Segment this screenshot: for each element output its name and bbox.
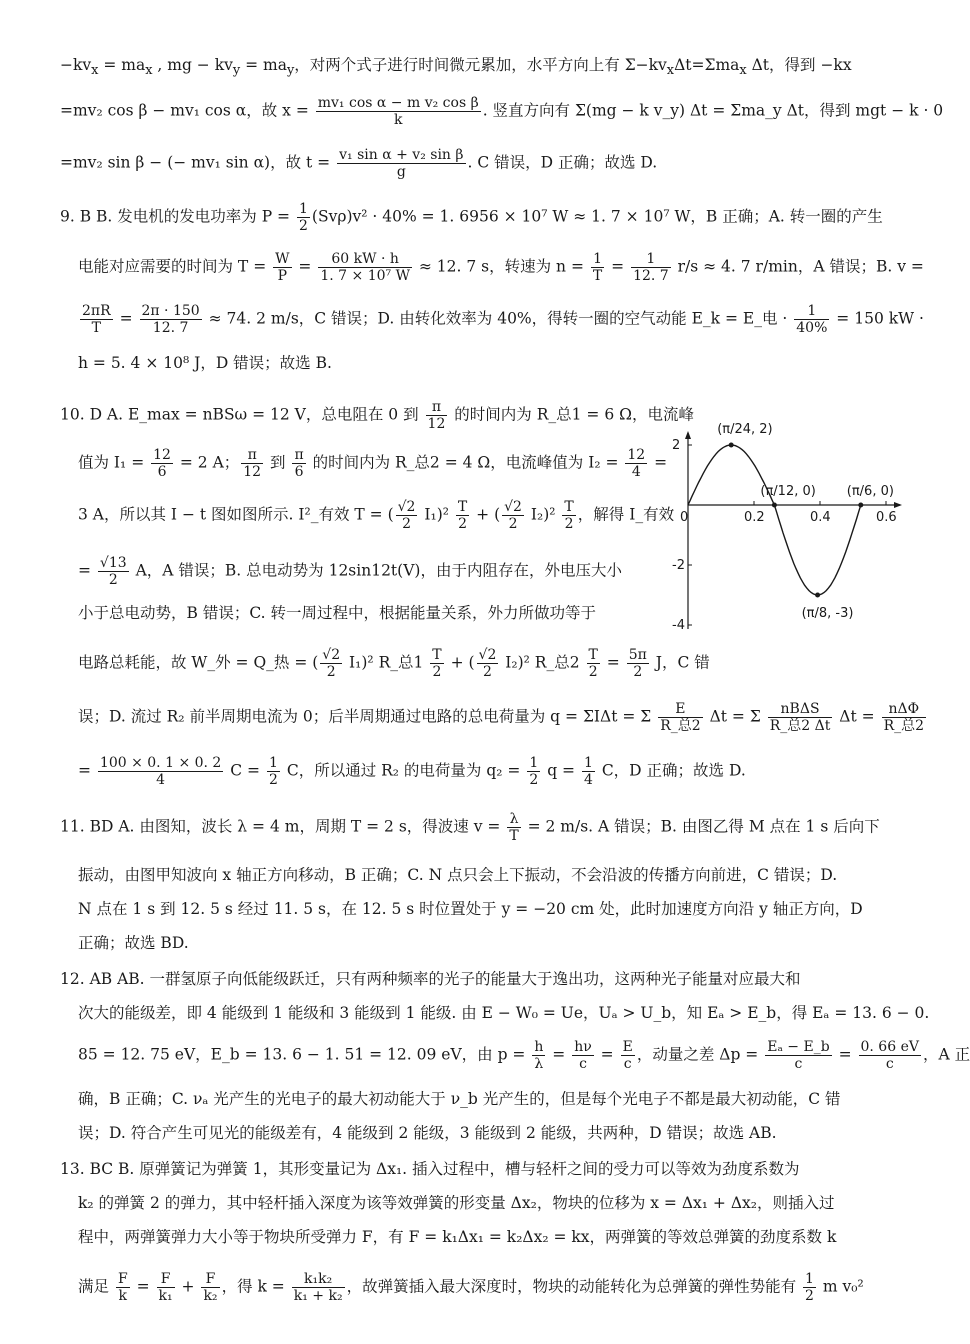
fraction: $\frac{1}{4}$ bbox=[583, 755, 593, 788]
fraction: $\frac{T}{2}$ bbox=[457, 499, 468, 532]
fraction: $\frac{E}{\text{R\_总2}}$ bbox=[660, 701, 701, 734]
fraction: $\frac{\text{v₁ sin α + v₂ sin β}}{g}$ bbox=[339, 147, 464, 180]
fraction: $\frac{√2}{2}$ bbox=[322, 647, 341, 680]
x-tick-label: 0 bbox=[680, 510, 689, 525]
fraction: $\frac{60 kW \cdot h}{\text{1. 7 × 10⁷ W}}$ bbox=[320, 251, 410, 284]
text-line-6: $\frac{2\pi R}{T}$ = $\frac{2\pi \cdot 150}{12. 7}$ ≈ 74. 2 m/s，C 错误；D. 由转化效率为 40%，得转一圈的空气动能 E_k = E_电 · $\frac{1}{40\%}$ = 150 kW · bbox=[82, 303, 924, 336]
y-axis-arrow bbox=[685, 431, 691, 439]
text-line-8: 10. D A. E_max = nBSω = 12 V，总电阻在 0 到 $\frac{\pi}{12}$ 的时间内为 R_总1 = 6 Ω，电流峰 bbox=[60, 399, 694, 432]
fraction: $\frac{h}{\lambda}$ bbox=[534, 1039, 544, 1072]
text-line-15: = $\frac{100 \times 0. 1 \times 0. 2}{4}$ C = $\frac{1}{2}$ C，所以通过 R₂ 的电荷量为 q₂ = $\frac{1}{2}$ q = $\frac{1}{4}$ C，D 正确；故选 D. bbox=[78, 755, 746, 788]
fraction: $\frac{12}{6}$ bbox=[153, 447, 171, 480]
fraction: $\frac{T}{2}$ bbox=[564, 499, 574, 532]
data-point bbox=[858, 503, 863, 508]
y-tick-label: 2 bbox=[672, 438, 681, 453]
fraction: $\frac{F}{\text{k₂}}$ bbox=[203, 1271, 218, 1304]
text-line-21: 次大的能级差，即 4 能级到 1 能级和 3 能级到 1 能级. 由 E − W₀ = Ue，Uₐ > U_b，知 Eₐ > E_b，得 Eₐ = 13. 6 − 0. bbox=[78, 1004, 930, 1022]
current-curve bbox=[688, 445, 861, 595]
fraction: $\frac{\text{Eₐ − E\_b}}{c}$ bbox=[767, 1039, 830, 1072]
fraction: $\frac{\pi}{12}$ bbox=[427, 399, 446, 432]
text-line-9: 值为 I₁ = $\frac{12}{6}$ = 2 A； $\frac{\pi}{12}$ 到 $\frac{\pi}{6}$ 的时间内为 R_总2 = 4 Ω，电流峰值为 I₂ = $\frac{12}{4}$ = bbox=[78, 447, 668, 480]
fraction: $\frac{\text{nBΔS}}{\text{R\_总2 Δt}}$ bbox=[769, 701, 831, 734]
text-line-13: 电路总耗能，故 W_外 = Q_热 = ( $\frac{√2}{2}$ I₁)² R_总1 $\frac{T}{2}$ + ( $\frac{√2}{2}$ I₂)² R_总2 $\frac{T}{2}$ = $\frac{5\pi}{2}$ J，C 错 bbox=[78, 647, 710, 680]
fraction: $\frac{h\nu}{c}$ bbox=[574, 1039, 592, 1072]
fraction: $\frac{\pi}{6}$ bbox=[294, 447, 304, 480]
point-label: (π/12, 0) bbox=[760, 484, 816, 499]
fraction: $\frac{\pi}{12}$ bbox=[243, 447, 262, 480]
point-label: (π/6, 0) bbox=[846, 484, 894, 499]
fraction: $\frac{T}{2}$ bbox=[432, 647, 442, 680]
y-tick-label: -2 bbox=[672, 558, 685, 573]
text-line-27: 程中，两弹簧弹力大小等于物块所受弹力 F，有 F = k₁Δx₁ = k₂Δx₂ = kx，两弹簧的等效总弹簧的劲度系数 k bbox=[78, 1228, 837, 1246]
data-point bbox=[772, 503, 777, 508]
fraction: $\frac{F}{\text{k₁}}$ bbox=[158, 1271, 173, 1304]
text-line-26: k₂ 的弹簧 2 的弹力，其中轻杆插入深度为该等效弹簧的形变量 Δx₂，物块的位移为 x = Δx₁ + Δx₂，则插入过 bbox=[78, 1194, 835, 1212]
text-line-2: =mv₂ cos β − mv₁ cos α，故 x = $\frac{\text{mv₁ cos α − m v₂ cos β}}{k}$ . 竖直方向有 Σ(mg − k v_y) Δt = Σma_y Δt，得到 mgt − k · 0 bbox=[60, 95, 944, 128]
x-tick-label: 0.2 bbox=[744, 510, 765, 525]
text-line-23: 确，B 正确；C. νₐ 光产生的光电子的最大初动能大于 ν_b 光产生的，但是每个光电子不都是最大初动能，C 错 bbox=[78, 1090, 841, 1108]
text-line-12: 小于总电动势，B 错误；C. 转一周过程中，根据能量关系，外力所做功等于 bbox=[78, 604, 596, 622]
x-tick-label: 0.6 bbox=[876, 510, 897, 525]
point-label: (π/8, -3) bbox=[801, 606, 854, 621]
data-point bbox=[729, 443, 734, 448]
fraction: $\frac{12}{4}$ bbox=[627, 447, 646, 480]
fraction: $\frac{\text{k₁k₂}}{\text{k₁ + k₂}}$ bbox=[293, 1271, 343, 1304]
text-line-7: h = 5. 4 × 10⁸ J，D 错误；故选 B. bbox=[78, 354, 332, 372]
fraction: $\frac{\text{nΔΦ}}{\text{R\_总2}}$ bbox=[883, 701, 925, 734]
current-time-graph bbox=[660, 385, 900, 645]
fraction: $\frac{√2}{2}$ bbox=[504, 499, 522, 532]
text-line-18: N 点在 1 s 到 12. 5 s 经过 11. 5 s，在 12. 5 s 时位置处于 y = −20 cm 处，此时加速度方向沿 y 轴正方向，D bbox=[78, 900, 863, 918]
fraction: $\frac{1}{12. 7}$ bbox=[633, 251, 669, 284]
point-label: (π/24, 2) bbox=[717, 422, 773, 437]
fraction: $\frac{1}{40\%}$ bbox=[796, 303, 828, 336]
data-point bbox=[815, 593, 820, 598]
fraction: $\frac{100 \times 0. 1 \times 0. 2}{4}$ bbox=[99, 755, 222, 788]
fraction: $\frac{2\pi \cdot 150}{12. 7}$ bbox=[141, 303, 200, 336]
y-tick-label: -4 bbox=[672, 618, 685, 633]
text-line-11: = $\frac{√13}{2}$ A，A 错误；B. 总电动势为 12sin12t(V)，由于内阻存在，外电压大小 bbox=[78, 555, 622, 588]
fraction: $\frac{√2}{2}$ bbox=[397, 499, 416, 532]
fraction: $\frac{T}{2}$ bbox=[588, 647, 598, 680]
x-tick-label: 0.4 bbox=[810, 510, 831, 525]
text-line-19: 正确；故选 BD. bbox=[78, 934, 189, 952]
text-line-1: $-kv_x = ma_x$ , mg − $kv_y = ma_y$，对两个式子进行时间微元累加，水平方向上有 $\Sigma-kv_x\Delta t=\Sigma ma_x$ Δt，得到 −kx bbox=[60, 56, 852, 79]
fraction: $\frac{1}{2}$ bbox=[268, 755, 278, 788]
fraction: $\frac{1}{2}$ bbox=[529, 755, 539, 788]
fraction: $\frac{W}{P}$ bbox=[275, 251, 290, 284]
fraction: $\frac{√2}{2}$ bbox=[478, 647, 497, 680]
text-line-4: 9. B B. 发电机的发电功率为 P = $\frac{1}{2}$ (Svρ)v² · 40% = 1. 6956 × 10⁷ W ≈ 1. 7 × 10⁷ W，B 正确；A. 转一圈的产生 bbox=[60, 201, 883, 234]
fraction: $\frac{1}{2}$ bbox=[805, 1271, 814, 1304]
fraction: $\frac{0. 66 eV}{c}$ bbox=[860, 1039, 919, 1072]
text-line-17: 振动，由图甲知波向 x 轴正方向移动，B 正确；C. N 点只会上下振动，不会沿波的传播方向前进，C 错误；D. bbox=[78, 866, 838, 884]
fraction: $\frac{2\pi R}{T}$ bbox=[82, 303, 111, 336]
fraction: $\frac{\lambda}{T}$ bbox=[509, 811, 519, 844]
text-line-24: 误；D. 符合产生可见光的能级差有，4 能级到 2 能级，3 能级到 2 能级，共两种，D 错误；故选 AB. bbox=[78, 1124, 777, 1142]
text-line-22: 85 = 12. 75 eV，E_b = 13. 6 − 1. 51 = 12. 09 eV，由 p = $\frac{h}{\lambda}$ = $\frac{h\nu}{c}$ = $\frac{E}{c}$ ，动量之差 Δp = $\frac{\text{Eₐ − E\_b}}{c}$ = $\frac{0. 66 eV}{c}$ ，A 正 bbox=[78, 1039, 970, 1072]
fraction: $\frac{1}{T}$ bbox=[592, 251, 603, 284]
x-axis-arrow bbox=[894, 502, 902, 508]
fraction: $\frac{1}{2}$ bbox=[298, 201, 308, 234]
fraction: $\frac{F}{k}$ bbox=[117, 1271, 128, 1304]
text-line-14: 误；D. 流过 R₂ 前半周期电流为 0；后半周期通过电路的总电荷量为 q = ΣIΔt = Σ $\frac{E}{\text{R\_总2}}$ Δt = Σ $\frac{\text{nBΔS}}{\text{R\_总2 Δt}}$ Δt = $\frac{\text{nΔΦ}}{\text{R\_总2}}$ bbox=[78, 701, 925, 734]
fraction: $\frac{E}{c}$ bbox=[622, 1039, 633, 1072]
text-line-10: 3 A，所以其 I − t 图如图所示. I²_有效 T = ( $\frac{√2}{2}$ I₁)² $\frac{T}{2}$ + ( $\frac{√2}{2}$ I₂)² $\frac{T}{2}$ ，解得 I_有效 bbox=[78, 499, 675, 532]
fraction: $\frac{5\pi}{2}$ bbox=[628, 647, 647, 680]
text-line-3: =mv₂ sin β − (− mv₁ sin α)，故 t = $\frac{\text{v₁ sin α + v₂ sin β}}{g}$ . C 错误，D 正确；故选 D. bbox=[60, 147, 658, 180]
text-line-20: 12. AB AB. 一群氢原子向低能级跃迁，只有两种频率的光子的能量大于逸出功，这两种光子能量对应最大和 bbox=[60, 970, 801, 988]
fraction: $\frac{√13}{2}$ bbox=[99, 555, 127, 588]
text-line-5: 电能对应需要的时间为 T = $\frac{W}{P}$ = $\frac{60 kW \cdot h}{\text{1. 7 × 10⁷ W}}$ ≈ 12. 7 s，转速为 n = $\frac{1}{T}$ = $\frac{1}{12. 7}$ r/s ≈ 4. 7 r/min，A 错误；B. v = bbox=[78, 251, 924, 284]
text-line-16: 11. BD A. 由图知，波长 λ = 4 m，周期 T = 2 s，得波速 v = $\frac{\lambda}{T}$ = 2 m/s. A 错误；B. 由图乙得 M 点在 1 s 后向下 bbox=[60, 811, 880, 844]
text-line-28: 满足 $\frac{F}{k}$ = $\frac{F}{\text{k₁}}$ + $\frac{F}{\text{k₂}}$ ，得 k = $\frac{\text{k₁k₂}}{\text{k₁ + k₂}}$ ，故弹簧插入最大深度时，物块的动能转化为总弹簧的弹性势能有 $\frac{1}{2}$ m v₀² bbox=[78, 1271, 864, 1304]
fraction: $\frac{\text{mv₁ cos α − m v₂ cos β}}{k}$ bbox=[317, 95, 479, 128]
text-line-25: 13. BC B. 原弹簧记为弹簧 1，其形变量记为 Δx₁. 插入过程中，槽与轻杆之间的受力可以等效为劲度系数为 bbox=[60, 1160, 800, 1178]
